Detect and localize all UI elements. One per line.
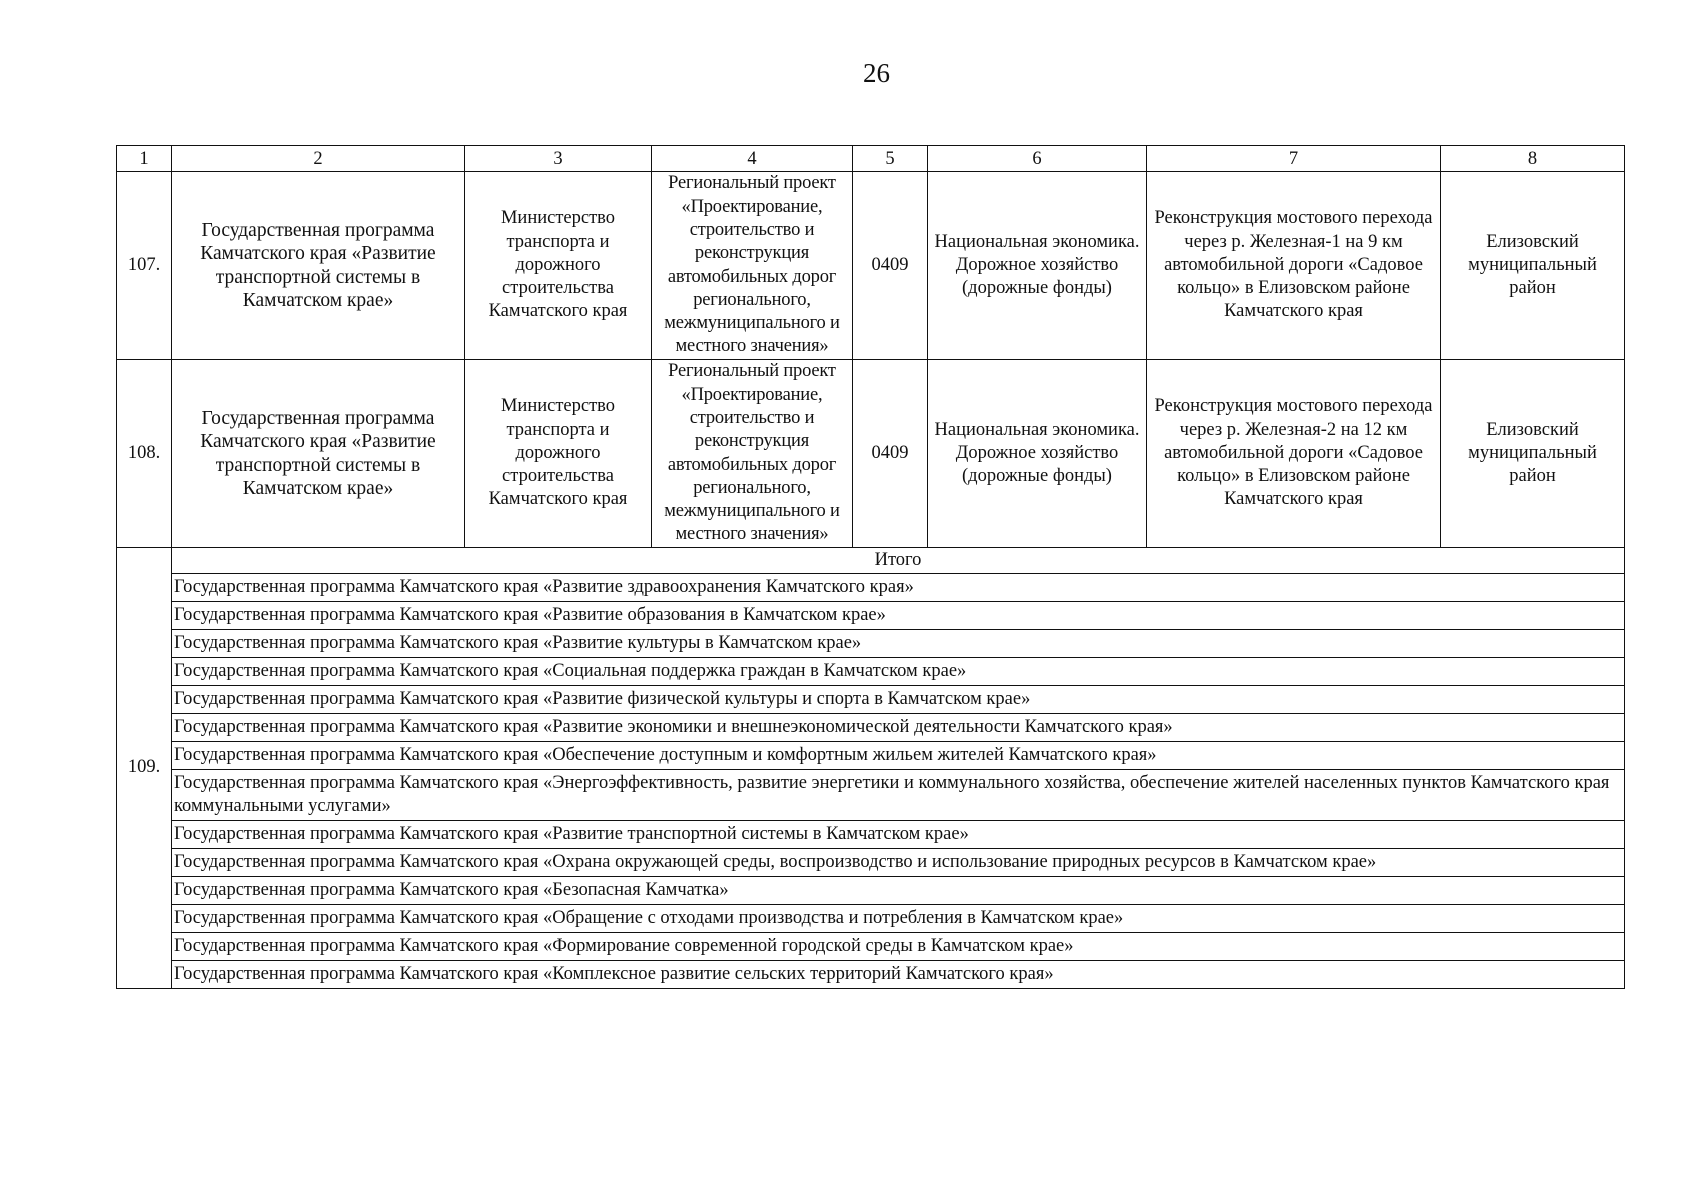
total-program-row: [117, 849, 1625, 877]
column-header: 1: [117, 146, 172, 172]
executor-cell: Министерство транспорта и дорожного строительства Камчатского края: [465, 172, 652, 360]
column-header: 7: [1147, 146, 1441, 172]
page-number: 26: [863, 58, 890, 88]
total-program-item: Государственная программа Камчатского края «Социальная поддержка граждан в Камчатском крае»: [172, 658, 1625, 686]
total-program-item: Государственная программа Камчатского края «Развитие образования в Камчатском крае»: [172, 602, 1625, 630]
total-program-item: Государственная программа Камчатского края «Формирование современной городской среды в Камчатском крае»: [172, 933, 1625, 961]
column-header: 2: [172, 146, 465, 172]
total-program-item: Государственная программа Камчатского края «Развитие физической культуры и спорта в Камчатском крае»: [172, 686, 1625, 714]
code-cell: 0409: [853, 172, 928, 360]
object-cell: Реконструкция мостового перехода через р. Железная-1 на 9 км автомобильной дороги «Садовое кольцо» в Елизовском районе Камчатского края: [1147, 172, 1441, 360]
total-header-row: [117, 548, 1625, 574]
total-program-item: Государственная программа Камчатского края «Охрана окружающей среды, воспроизводство и использование природных ресурсов в Камчатском крае»: [172, 849, 1625, 877]
municipality-cell: Елизовский муниципальный район: [1441, 172, 1625, 360]
total-label: Итого: [172, 548, 1625, 574]
total-program-row: [117, 961, 1625, 989]
section-cell: Национальная экономика. Дорожное хозяйство (дорожные фонды): [928, 172, 1147, 360]
total-program-item: Государственная программа Камчатского края «Развитие культуры в Камчатском крае»: [172, 630, 1625, 658]
program-cell: Государственная программа Камчатского края «Развитие транспортной системы в Камчатском крае»: [172, 172, 465, 360]
total-program-row: [117, 658, 1625, 686]
table-row: [117, 172, 1625, 360]
total-program-row: [117, 770, 1625, 821]
total-program-item: Государственная программа Камчатского края «Развитие транспортной системы в Камчатском крае»: [172, 821, 1625, 849]
column-header: 6: [928, 146, 1147, 172]
column-header-row: [117, 146, 1625, 172]
total-program-item: Государственная программа Камчатского края «Комплексное развитие сельских территорий Камчатского края»: [172, 961, 1625, 989]
total-program-item: Государственная программа Камчатского края «Развитие экономики и внешнеэкономической деятельности Камчатского края»: [172, 714, 1625, 742]
column-header: 4: [652, 146, 853, 172]
total-program-item: Государственная программа Камчатского края «Обеспечение доступным и комфортным жильем жителей Камчатского края»: [172, 742, 1625, 770]
row-number: 108.: [117, 360, 172, 548]
table-row: [117, 360, 1625, 548]
total-program-row: [117, 821, 1625, 849]
total-program-row: [117, 630, 1625, 658]
total-program-item: Государственная программа Камчатского края «Развитие здравоохранения Камчатского края»: [172, 574, 1625, 602]
total-program-row: [117, 742, 1625, 770]
total-program-item: Государственная программа Камчатского края «Обращение с отходами производства и потребления в Камчатском крае»: [172, 905, 1625, 933]
column-header: 5: [853, 146, 928, 172]
object-cell: Реконструкция мостового перехода через р. Железная-2 на 12 км автомобильной дороги «Садовое кольцо» в Елизовском районе Камчатского края: [1147, 360, 1441, 548]
section-cell: Национальная экономика. Дорожное хозяйство (дорожные фонды): [928, 360, 1147, 548]
project-cell: Региональный проект «Проектирование, строительство и реконструкция автомобильных дорог регионального, межмуниципального и местного значения»: [652, 172, 853, 360]
total-program-row: [117, 933, 1625, 961]
row-number: 107.: [117, 172, 172, 360]
total-program-row: [117, 602, 1625, 630]
total-program-row: [117, 686, 1625, 714]
total-program-row: [117, 574, 1625, 602]
row-number: 109.: [117, 548, 172, 989]
program-cell: Государственная программа Камчатского края «Развитие транспортной системы в Камчатском крае»: [172, 360, 465, 548]
column-header: 8: [1441, 146, 1625, 172]
executor-cell: Министерство транспорта и дорожного строительства Камчатского края: [465, 360, 652, 548]
total-program-item: Государственная программа Камчатского края «Безопасная Камчатка»: [172, 877, 1625, 905]
total-program-row: [117, 877, 1625, 905]
total-program-row: [117, 714, 1625, 742]
program-table: [116, 145, 1625, 989]
total-program-item: Государственная программа Камчатского края «Энергоэффективность, развитие энергетики и коммунального хозяйства, обеспечение жителей населенных пунктов Камчатского края коммунальными услугами»: [172, 770, 1625, 821]
municipality-cell: Елизовский муниципальный район: [1441, 360, 1625, 548]
project-cell: Региональный проект «Проектирование, строительство и реконструкция автомобильных дорог регионального, межмуниципального и местного значения»: [652, 360, 853, 548]
code-cell: 0409: [853, 360, 928, 548]
column-header: 3: [465, 146, 652, 172]
total-program-row: [117, 905, 1625, 933]
